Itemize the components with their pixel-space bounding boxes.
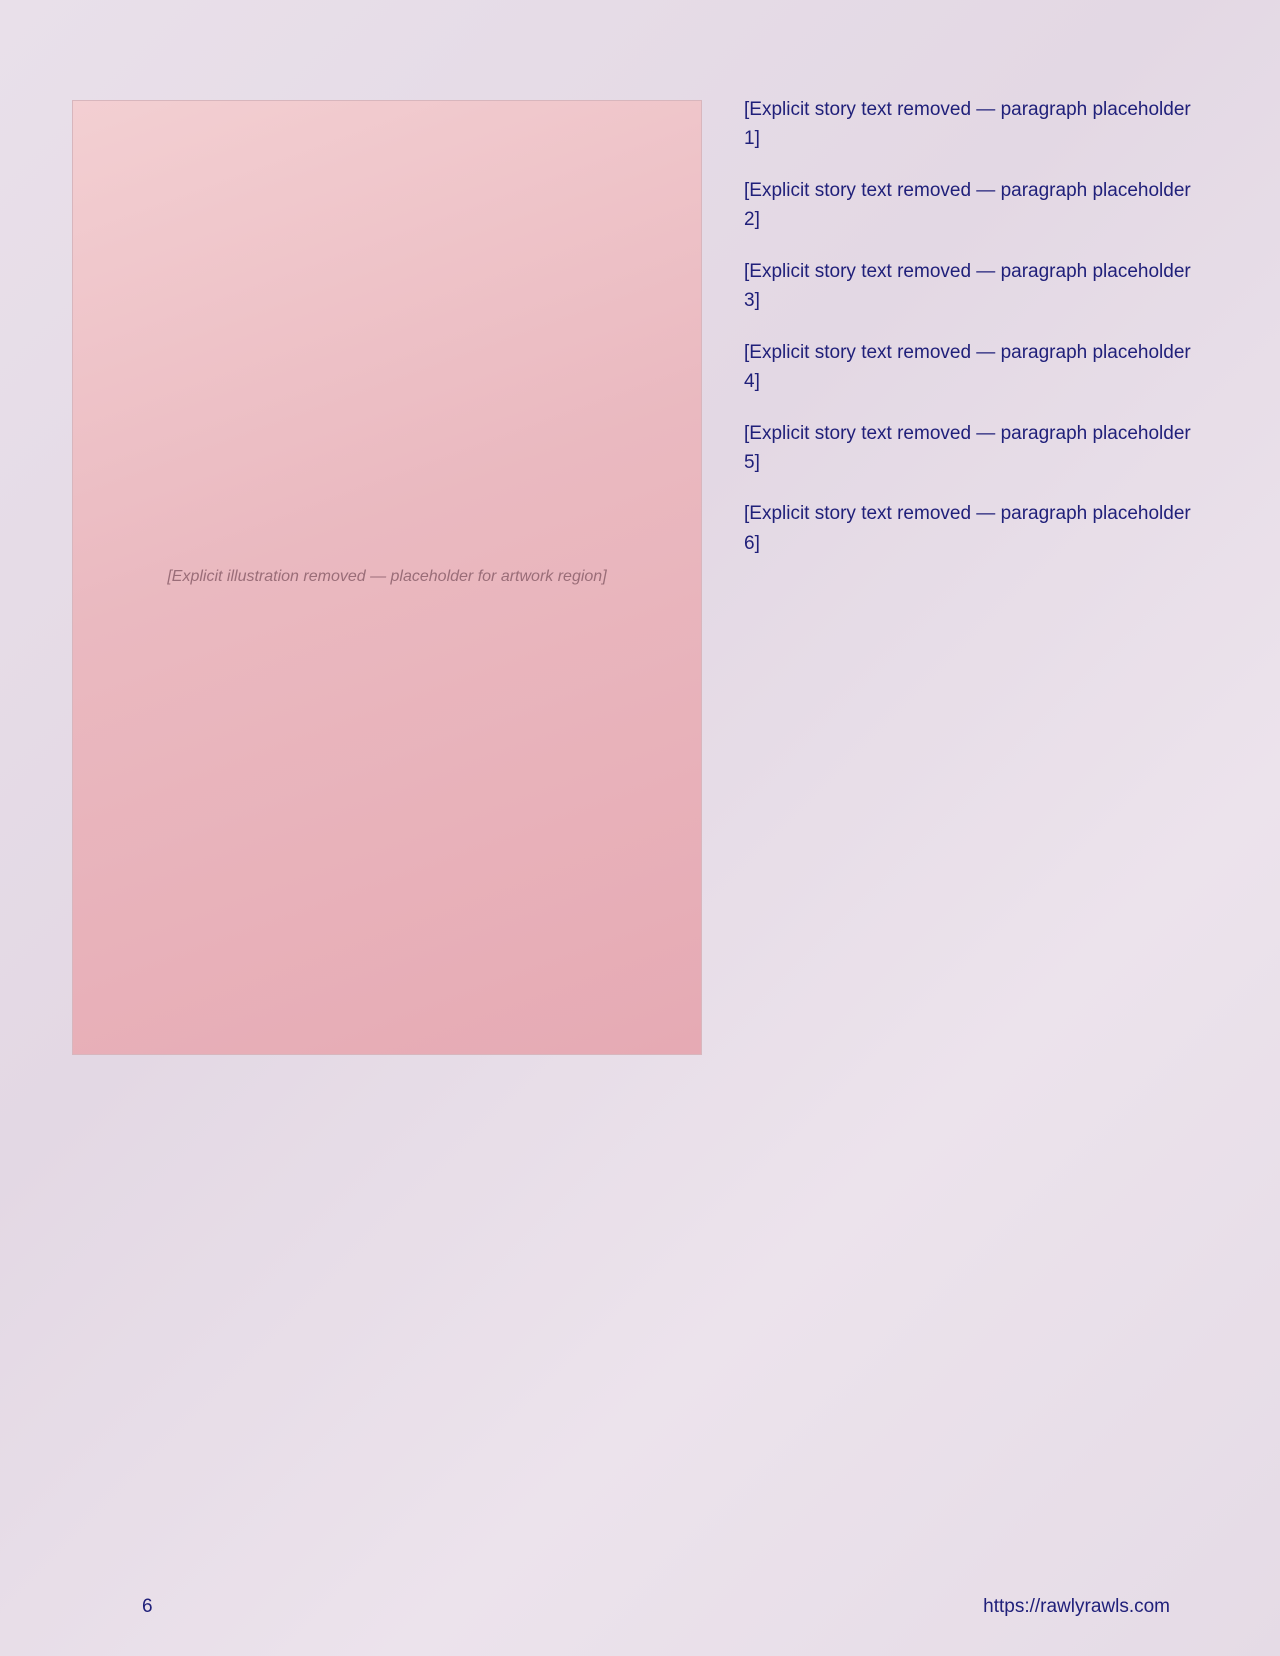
story-illustration-placeholder <box>72 100 702 1055</box>
story-paragraph: [Explicit story text removed — paragraph placeholder 3] <box>744 260 1191 312</box>
illustration-placeholder-label: [Explicit illustration removed — placeholder for artwork region] <box>167 568 607 586</box>
story-paragraph: [Explicit story text removed — paragraph placeholder 6] <box>744 503 1191 554</box>
story-paragraph: [Explicit story text removed — paragraph placeholder 4] <box>744 341 1191 393</box>
story-text-flow <box>72 95 1208 586</box>
site-url: https://rawlyrawls.com <box>983 1596 1170 1617</box>
story-paragraph: [Explicit story text removed — paragraph placeholder 5] <box>744 422 1191 473</box>
story-paragraph: [Explicit story text removed — paragraph placeholder 1] <box>744 99 1191 150</box>
story-paragraph: [Explicit story text removed — paragraph placeholder 2] <box>744 179 1191 231</box>
page-footer <box>0 1596 1280 1618</box>
page-number: 6 <box>142 1596 153 1617</box>
